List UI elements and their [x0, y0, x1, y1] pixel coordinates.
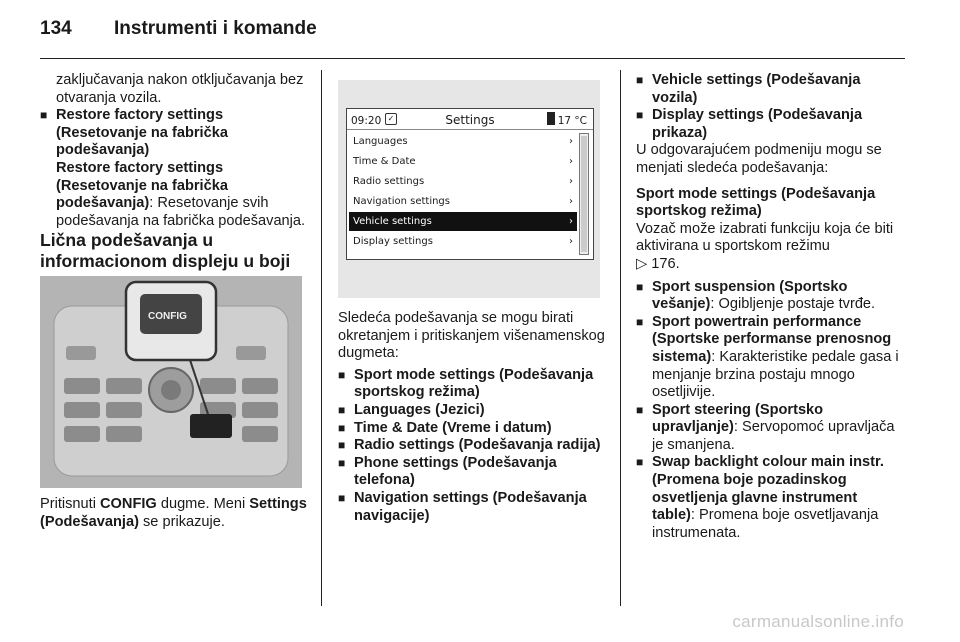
- chevron-right-icon: ›: [569, 196, 573, 207]
- page-ref[interactable]: 176.: [651, 255, 680, 272]
- sport-heading: Sport mode settings (Podešavanja sportskog režima): [636, 185, 876, 220]
- page-title: Instrumenti i komande: [114, 18, 317, 39]
- item-term: Swap backlight colour main instr. (Promena boje pozadinskog osvetljenja glavne instrument table): [652, 454, 884, 524]
- menu-item-languages[interactable]: [349, 132, 577, 151]
- menu-label: Navigation settings: [353, 196, 450, 207]
- header-rule: [40, 58, 905, 59]
- col2-bullet: ■ Sport mode settings (Podešavanja sportskog režima): [338, 367, 606, 402]
- display-screen: [346, 108, 594, 260]
- col2-bullet: ■ Time & Date (Vreme i datum): [338, 420, 606, 438]
- txt-settings: Settings (Podešavanja): [40, 496, 307, 530]
- col1-bullet-restore: ■ Restore factory settings (Resetovanje na fabrička podešavanja): [40, 107, 308, 160]
- col1-intro: zaključavanja nakon otključavanja bez otvaranja vozila.: [56, 72, 304, 106]
- column-divider-1: [321, 70, 322, 606]
- menu-item-time-date[interactable]: [349, 152, 577, 171]
- item-term: Sport suspension (Sportsko vešanje): [652, 278, 848, 313]
- temperature: 17 °C: [557, 115, 587, 127]
- item-text: : Karakteristike pedale gasa i menjanje brzina postaju mnogo osetljivije.: [652, 348, 899, 401]
- item-text: : Promena boje osvetljavanja instrumenata.: [652, 507, 879, 541]
- txt-c: dugme. Meni: [156, 496, 250, 513]
- col3-intro: U odgovarajućem podmeniju mogu se menjati sledeća podešavanja:: [636, 142, 882, 176]
- menu-item-radio[interactable]: [349, 172, 577, 191]
- col2-bullet: ■ Radio settings (Podešavanja radija): [338, 437, 606, 455]
- settings-screen-photo: [338, 80, 600, 298]
- chevron-right-icon: ›: [569, 216, 573, 227]
- menu-label: Time & Date: [353, 156, 416, 167]
- photo-config-label: CONFIG: [148, 311, 187, 323]
- chevron-right-icon: ›: [569, 136, 573, 147]
- item-term: Sport steering (Sportsko upravljanje): [652, 401, 824, 436]
- item-text: : Servopomoć upravljača je smanjena.: [652, 419, 895, 453]
- menu-label: Languages: [353, 136, 408, 147]
- sport-item: [636, 279, 904, 314]
- item-text: : Ogibljenje postaje tvrđe.: [710, 296, 876, 313]
- clock: 09:20: [351, 115, 382, 127]
- col2-bullet: ■ Phone settings (Podešavanja telefona): [338, 455, 606, 490]
- restore-text: : Resetovanje svih podešavanja na fabrička podešavanja.: [56, 195, 306, 229]
- sport-desc: Vozač može izabrati funkciju koja će biti aktivirana u sportskom režimu: [636, 220, 894, 255]
- page-number: 134: [40, 18, 72, 39]
- check-icon: ✓: [385, 113, 397, 125]
- menu-label: Vehicle settings: [353, 216, 432, 227]
- page-ref-icon: ▷: [636, 255, 652, 272]
- scrollbar-thumb[interactable]: [581, 136, 587, 252]
- screen-title: Settings: [445, 113, 495, 127]
- chevron-right-icon: ›: [569, 176, 573, 187]
- col3-bullet: ■ Vehicle settings (Podešavanja vozila): [636, 72, 904, 107]
- txt-a: Pritisnuti: [40, 496, 101, 513]
- col3-bullet: ■ Display settings (Podešavanja prikaza): [636, 107, 904, 142]
- col1-restore-desc: [40, 160, 308, 230]
- chevron-right-icon: ›: [569, 236, 573, 247]
- scrollbar[interactable]: [579, 133, 589, 255]
- restore-term: Restore factory settings (Resetovanje na fabrička podešavanja): [56, 159, 228, 212]
- menu-item-display[interactable]: [349, 232, 577, 251]
- section-heading: Lična podešavanja u informacionom displeju u boji: [40, 230, 291, 272]
- page-header: [40, 18, 317, 40]
- txt-config: CONFIG: [100, 496, 157, 513]
- column-1: [40, 72, 308, 532]
- col1-after-photo: [40, 496, 308, 531]
- sport-item: [636, 314, 904, 402]
- sport-item: [636, 454, 904, 542]
- status-bar: [347, 109, 593, 130]
- menu-item-navigation[interactable]: [349, 192, 577, 211]
- column-3: [636, 72, 904, 542]
- sport-item: [636, 402, 904, 455]
- col2-bullet: ■ Languages (Jezici): [338, 402, 606, 420]
- menu-label: Display settings: [353, 236, 433, 247]
- item-term: Sport powertrain performance (Sportske performanse prenosnog sistema): [652, 313, 892, 365]
- menu-item-vehicle[interactable]: [349, 212, 577, 231]
- sport-text: [636, 221, 904, 274]
- txt-e: se prikazuje.: [138, 513, 225, 530]
- config-panel-photo: [40, 276, 302, 488]
- menu-label: Radio settings: [353, 176, 425, 187]
- column-divider-2: [620, 70, 621, 606]
- chevron-right-icon: ›: [569, 156, 573, 167]
- column-2: [338, 72, 606, 525]
- watermark: carmanualsonline.info: [732, 612, 904, 631]
- col2-intro: Sledeća podešavanja se mogu birati okretanjem i pritiskanjem višenamenskog dugmeta:: [338, 310, 605, 362]
- col2-bullet: ■ Navigation settings (Podešavanja navigacije): [338, 490, 606, 525]
- phone-icon: [547, 112, 555, 125]
